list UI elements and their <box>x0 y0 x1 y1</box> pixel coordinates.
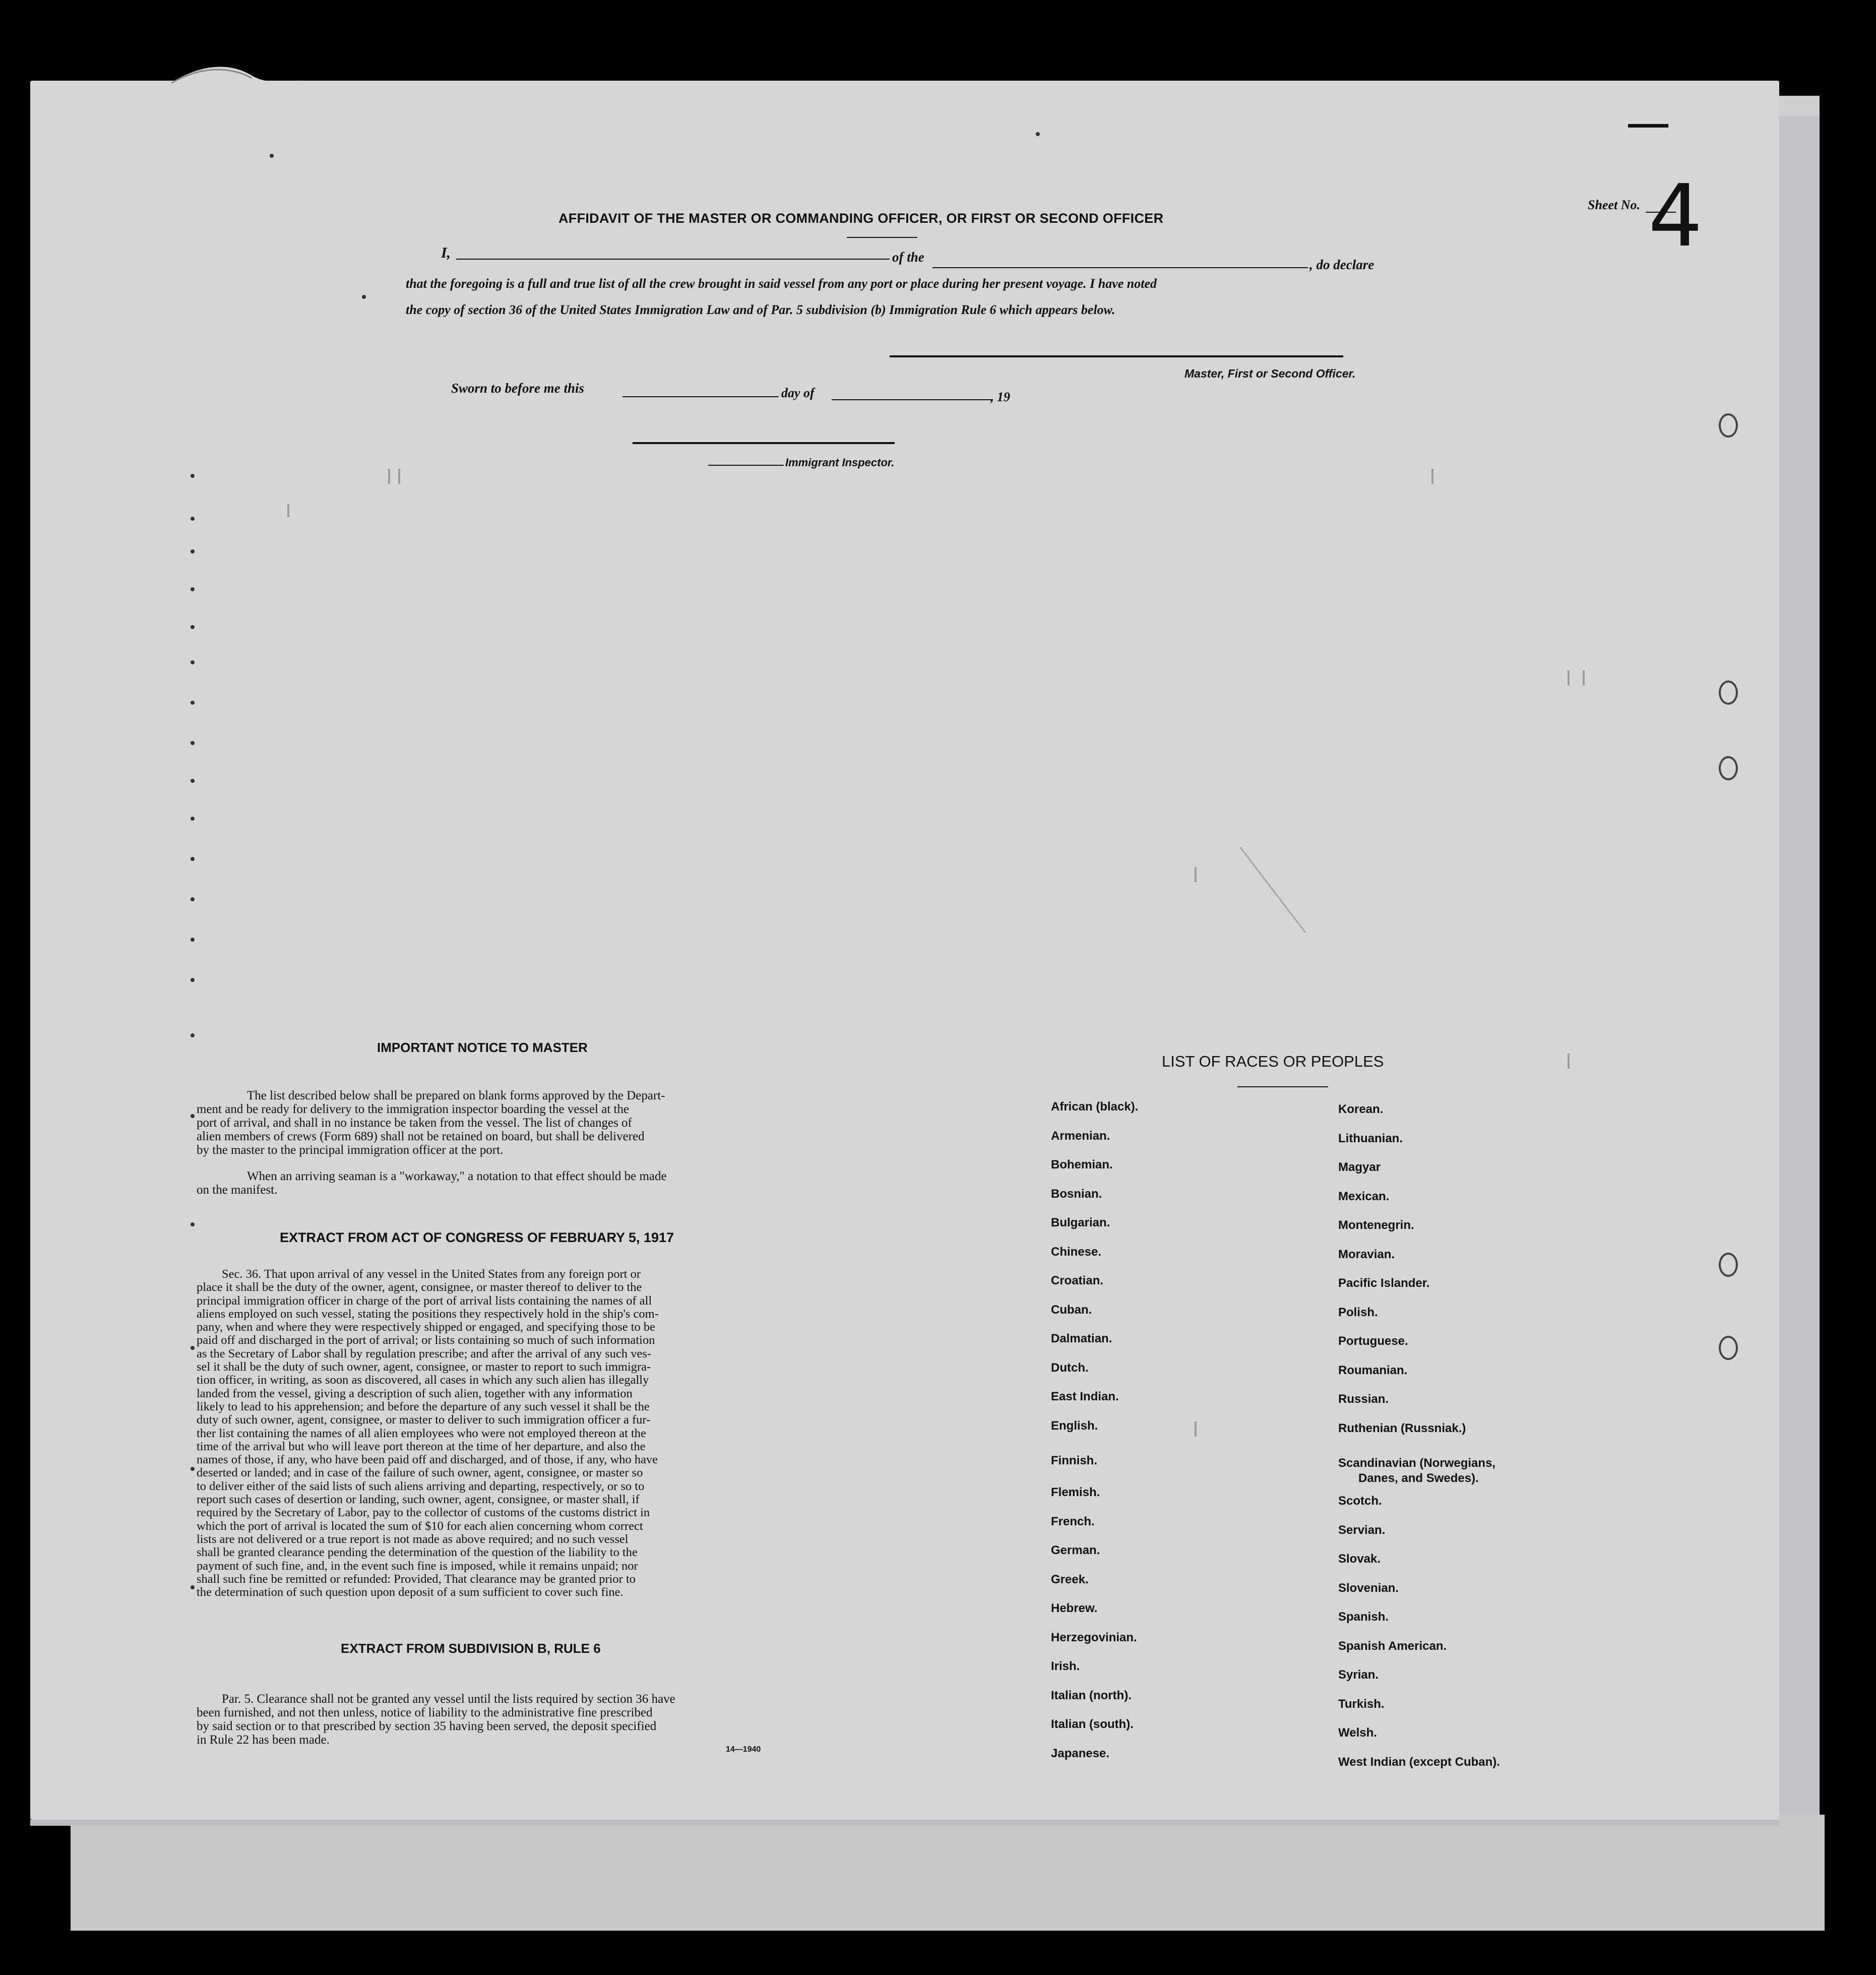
race-item: Bulgarian. <box>1051 1216 1110 1229</box>
race-item: Slovenian. <box>1338 1581 1399 1595</box>
race-item: Pacific Islander. <box>1338 1276 1430 1290</box>
race-item: Hebrew. <box>1051 1601 1098 1615</box>
race-item: Roumanian. <box>1338 1363 1408 1377</box>
punch-hole <box>1719 1253 1738 1277</box>
act-line: pany, when and where they were respectively shipped or engaged, and specifying those to be <box>197 1320 656 1334</box>
underlying-page-edge <box>1774 116 1820 1905</box>
rule-line: in Rule 22 has been made. <box>197 1733 330 1747</box>
notice-line: on the manifest. <box>197 1183 278 1197</box>
notice-line: alien members of crews (Form 689) shall not be retained on board, but shall be delivered <box>197 1130 645 1143</box>
race-item: Turkish. <box>1338 1697 1385 1711</box>
ghost-mark <box>1568 1054 1570 1069</box>
race-item: Korean. <box>1338 1102 1384 1116</box>
margin-dot <box>191 1033 195 1037</box>
margin-dot <box>191 517 195 521</box>
race-item: Portuguese. <box>1338 1334 1408 1348</box>
rule-line: been furnished, and not then unless, notice of liability to the administrative fine prescribed <box>197 1706 653 1719</box>
margin-dot <box>191 474 195 478</box>
affidavit-line-1: that the foregoing is a full and true list of all the crew brought in said vessel from any port or place during her present voyage. I have noted <box>406 276 1157 291</box>
race-item: Scandinavian (Norwegians, <box>1338 1456 1496 1470</box>
margin-dot <box>191 660 195 664</box>
race-item: German. <box>1051 1544 1100 1557</box>
act-line: principal immigration officer in charge of the port of arrival lists containing the names of all <box>197 1293 652 1308</box>
race-item: Cuban. <box>1051 1303 1092 1317</box>
race-item: Flemish. <box>1051 1486 1100 1499</box>
races-left-column <box>1051 1100 1138 1775</box>
race-item: Russian. <box>1338 1392 1389 1406</box>
ghost-mark <box>1195 867 1197 882</box>
ghost-stroke <box>1240 847 1310 938</box>
races-right-column <box>1338 1102 1500 1784</box>
punch-hole <box>1719 1336 1738 1360</box>
margin-dot <box>191 1114 195 1118</box>
act-line: names of those, if any, who have been paid off and discharged, and of those, if any, who have <box>197 1453 658 1467</box>
act-line: report such cases of desertion or landing, such owner, agent, consignee, or master shall, if <box>197 1493 640 1507</box>
act-line: shall be granted clearance pending the determination of the question of the liability to the <box>197 1546 638 1560</box>
master-signature-caption: Master, First or Second Officer. <box>1184 367 1356 380</box>
ghost-mark <box>1431 469 1433 484</box>
day-of-label: day of <box>781 386 815 400</box>
act-line: duty of such owner, agent, consignee, or master to deliver to such immigration officer a fur- <box>197 1413 651 1427</box>
race-item: Montenegrin. <box>1338 1218 1414 1232</box>
race-item: Servian. <box>1338 1523 1386 1537</box>
act-title: EXTRACT FROM ACT OF CONGRESS OF FEBRUARY 5, 1917 <box>280 1230 674 1245</box>
ghost-mark <box>398 469 400 484</box>
race-item: Japanese. <box>1051 1746 1110 1760</box>
margin-dot <box>191 1467 195 1471</box>
notice-line: When an arriving seaman is a "workaway," a notation to that effect should be made <box>247 1169 667 1183</box>
act-line: required by the Secretary of Labor, pay to the collector of customs of the customs district in <box>197 1506 650 1520</box>
margin-dot <box>191 779 195 783</box>
race-item: Syrian. <box>1338 1668 1379 1682</box>
margin-dot <box>191 701 195 705</box>
margin-dot <box>191 1222 195 1226</box>
race-item: Spanish American. <box>1338 1639 1447 1653</box>
race-item: Lithuanian. <box>1338 1131 1403 1145</box>
race-item: Chinese. <box>1051 1245 1102 1259</box>
margin-dot <box>1036 132 1040 136</box>
margin-dot <box>191 978 195 982</box>
race-item: African (black). <box>1051 1100 1139 1114</box>
race-item: Croatian. <box>1051 1274 1104 1287</box>
race-item: Irish. <box>1051 1659 1080 1673</box>
margin-dot <box>191 1346 195 1350</box>
act-line: payment of such fine, and, in the event such fine is imposed, while it remains unpaid; nor <box>197 1559 638 1573</box>
margin-dot <box>191 587 195 591</box>
form-number: 14—1940 <box>726 1745 761 1754</box>
margin-dot <box>191 625 195 629</box>
master-signature-line[interactable] <box>890 355 1343 357</box>
sheet-bottom-edge <box>30 1820 1779 1826</box>
races-title: LIST OF RACES OR PEOPLES <box>1162 1053 1384 1070</box>
race-item: Magyar <box>1338 1160 1381 1174</box>
act-line: aliens employed on such vessel, stating the positions they respectively hold in the ship's com- <box>197 1307 659 1321</box>
sworn-month-field[interactable] <box>832 399 993 400</box>
notice-paragraph-1 <box>197 1089 781 1157</box>
race-item: Ruthenian (Russniak.) <box>1338 1421 1466 1435</box>
act-line: tion officer, in writing, as soon as discovered, all cases in which any such alien has illegally <box>197 1373 649 1387</box>
torn-corner <box>166 55 348 111</box>
race-item: Moravian. <box>1338 1247 1395 1261</box>
act-line: deserted or landed; and in case of the failure of such owner, agent, consignee, or master so <box>197 1466 643 1480</box>
year-label: , 19 <box>990 390 1010 404</box>
notice-title: IMPORTANT NOTICE TO MASTER <box>377 1040 588 1055</box>
race-item: Scotch. <box>1338 1494 1382 1508</box>
act-line: time of the arrival but who will leave port thereon at the time of her departure, and also the <box>197 1439 646 1453</box>
race-item: Welsh. <box>1338 1726 1377 1740</box>
race-item: Italian (south). <box>1051 1717 1134 1731</box>
act-line: to deliver either of the said lists of such aliens arriving and departing, respectively, or so to <box>197 1479 645 1493</box>
race-item: Finnish. <box>1051 1454 1097 1467</box>
notice-paragraph-2 <box>197 1169 781 1197</box>
affidavit-title: AFFIDAVIT OF THE MASTER OR COMMANDING OFFICER, OR FIRST OR SECOND OFFICER <box>558 211 1164 226</box>
margin-dot <box>191 938 195 942</box>
act-line: ther list containing the names of all alien employees who were not employed thereon at the <box>197 1426 646 1440</box>
margin-dot <box>191 857 195 861</box>
ghost-mark <box>287 504 289 517</box>
affidavit-line-2: the copy of section 36 of the United States Immigration Law and of Par. 5 subdivision (b) Immigration Rule 6 which appears below. <box>406 302 1115 317</box>
races-title-underline <box>1237 1086 1328 1087</box>
race-item: Mexican. <box>1338 1189 1390 1203</box>
affidavit-i-label: I, <box>441 244 451 261</box>
underlying-page-bottom <box>71 1815 1825 1931</box>
margin-dot <box>191 1585 195 1589</box>
inspector-signature-line[interactable] <box>633 442 895 444</box>
ghost-mark <box>1583 670 1585 686</box>
sworn-day-field[interactable] <box>622 396 779 397</box>
race-item: Greek. <box>1051 1572 1089 1586</box>
affidavit-of-the-label: of the <box>892 250 924 265</box>
notice-line: ment and be ready for delivery to the immigration inspector boarding the vessel at the <box>197 1102 630 1116</box>
officer-name-field[interactable] <box>456 259 890 260</box>
race-item: East Indian. <box>1051 1390 1119 1403</box>
margin-dot <box>191 817 195 821</box>
inspector-caption: Immigrant Inspector. <box>785 456 895 469</box>
race-item: Spanish. <box>1338 1610 1389 1624</box>
rule-title: EXTRACT FROM SUBDIVISION B, RULE 6 <box>341 1641 601 1656</box>
ghost-mark <box>388 469 390 484</box>
vessel-name-field[interactable] <box>932 267 1308 268</box>
race-item: Italian (north). <box>1051 1688 1132 1702</box>
act-line: shall such fine be remitted or refunded: Provided, That clearance may be granted prior to <box>197 1572 636 1586</box>
act-line: lists are not delivered or a true report is not made as above required; and no such vessel <box>197 1532 629 1546</box>
margin-dot <box>191 897 195 901</box>
handwritten-stroke <box>1628 124 1668 128</box>
race-item: Bosnian. <box>1051 1187 1102 1201</box>
sworn-label: Sworn to before me this <box>451 381 585 396</box>
title-underline <box>847 237 917 238</box>
margin-dot <box>191 741 195 745</box>
race-item: English. <box>1051 1418 1098 1433</box>
rule-line: by said section or to that prescribed by section 35 having been served, the deposit specified <box>197 1719 657 1733</box>
race-item: Bohemian. <box>1051 1158 1113 1171</box>
rule-text <box>197 1692 781 1747</box>
race-item: Polish. <box>1338 1305 1378 1319</box>
race-item: West Indian (except Cuban). <box>1338 1755 1500 1769</box>
notice-line: The list described below shall be prepared on blank forms approved by the Depart- <box>247 1089 665 1102</box>
punch-hole <box>1719 756 1738 780</box>
act-line: likely to lead to his apprehension; and before the departure of any such vessel it shall be the <box>197 1399 650 1413</box>
act-line: paid off and discharged in the port of arrival; or lists containing so much of such information <box>197 1333 655 1347</box>
race-item: Armenian. <box>1051 1129 1110 1143</box>
race-item: Slovak. <box>1338 1552 1381 1566</box>
rule-line: Par. 5. Clearance shall not be granted any vessel until the lists required by section 36 have <box>222 1692 675 1706</box>
race-item: Dalmatian. <box>1051 1332 1112 1345</box>
act-line: as the Secretary of Labor shall by regulation prescribe; and after the arrival of any such ves- <box>197 1346 652 1361</box>
margin-dot <box>191 549 195 553</box>
act-line: place it shall be the duty of the owner, agent, consignee, or master thereof to deliver to the <box>197 1280 642 1294</box>
act-line: which the port of arrival is located the sum of $10 for each alien concerning whom correct <box>197 1519 643 1533</box>
notice-line: port of arrival, and shall in no instance be taken from the vessel. The list of changes of <box>197 1116 632 1130</box>
punch-hole <box>1719 681 1738 705</box>
act-line: Sec. 36. That upon arrival of any vessel in the United States from any foreign port or <box>222 1267 641 1281</box>
act-text <box>197 1268 781 1599</box>
act-line: landed from the vessel, giving a description of such alien, together with any information <box>197 1386 633 1400</box>
race-item: Danes, and Swedes). <box>1358 1471 1479 1485</box>
sheet-no-label: Sheet No. <box>1588 198 1640 212</box>
ghost-mark <box>1195 1422 1197 1437</box>
inspector-lead-line <box>708 465 784 466</box>
affidavit-do-declare: , do declare <box>1309 257 1374 272</box>
handwritten-sheet-number: 4 <box>1648 166 1703 266</box>
race-item: French. <box>1051 1514 1095 1528</box>
ghost-mark <box>1568 670 1570 686</box>
margin-dot <box>362 295 366 299</box>
notice-line: by the master to the principal immigration officer at the port. <box>197 1143 504 1157</box>
act-line: sel it shall be the duty of such owner, agent, consignee, or master to report to such immigra- <box>197 1360 651 1374</box>
race-item: Herzegovinian. <box>1051 1630 1137 1644</box>
margin-dot <box>270 154 274 158</box>
act-line: the determination of such question upon deposit of a sum sufficient to cover such fine. <box>197 1585 623 1599</box>
punch-hole <box>1719 413 1738 438</box>
race-item: Dutch. <box>1051 1361 1089 1375</box>
